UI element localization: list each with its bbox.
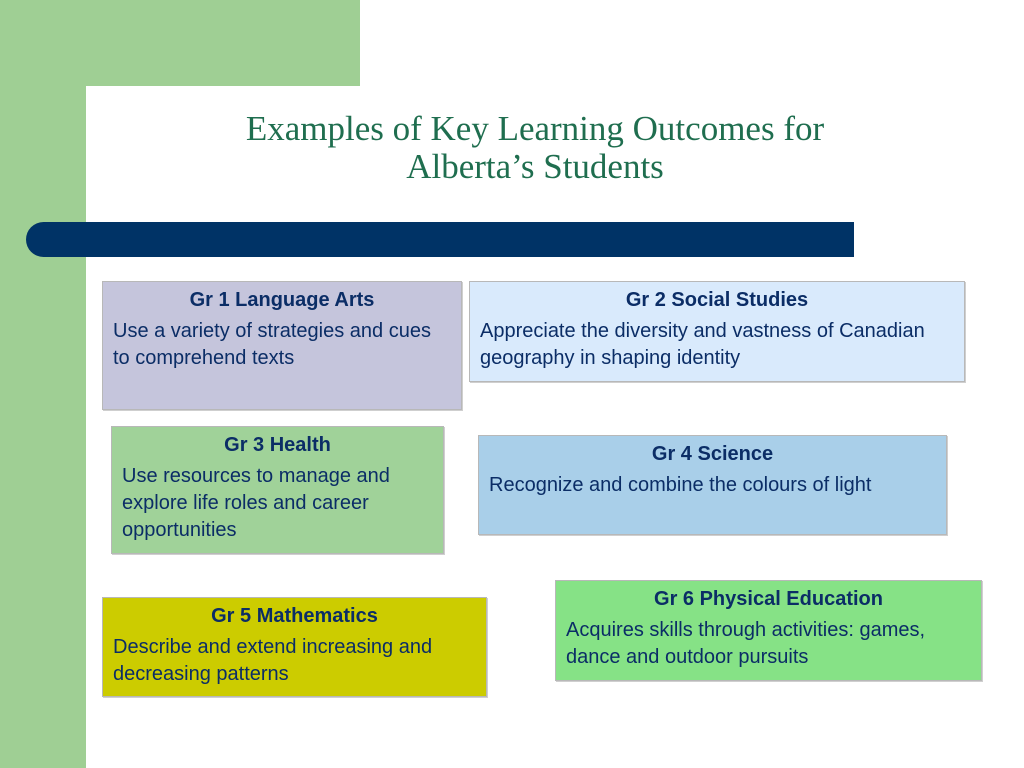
outcome-card-text: Describe and extend increasing and decreasing patterns: [113, 636, 433, 685]
outcome-card-grade-6: [555, 580, 982, 681]
outcome-card-heading: Gr 1 Language Arts: [189, 289, 375, 311]
outcome-card-grade-4: [478, 435, 947, 535]
slide-title: [150, 110, 920, 186]
outcome-card-grade-3: [111, 426, 444, 554]
outcome-card-text: Appreciate the diversity and vastness of Canadian geography in shaping identity: [480, 320, 925, 369]
outcome-card-text: Recognize and combine the colours of light: [489, 474, 872, 496]
left-green-strip: [0, 0, 86, 768]
outcome-card-grade-2: [469, 281, 965, 382]
outcome-card-text: Use resources to manage and explore life roles and career opportunities: [122, 465, 390, 541]
outcome-card-heading: Gr 3 Health: [224, 434, 331, 456]
outcome-card-grade-1: [102, 281, 462, 410]
top-green-tab: [0, 0, 360, 86]
outcome-card-text: Use a variety of strategies and cues to comprehend texts: [113, 320, 431, 369]
outcome-card-heading: Gr 4 Science: [651, 443, 774, 465]
outcome-card-heading: Gr 5 Mathematics: [211, 605, 378, 627]
outcome-card-text: Acquires skills through activities: games, dance and outdoor pursuits: [566, 619, 926, 668]
slide-title-line-2: Alberta’s Students: [406, 147, 664, 186]
outcome-card-heading: Gr 2 Social Studies: [625, 289, 809, 311]
slide-title-line-1: Examples of Key Learning Outcomes for: [245, 109, 825, 148]
title-divider-bar: [26, 222, 854, 257]
outcome-card-grade-5: [102, 597, 487, 697]
outcome-card-heading: Gr 6 Physical Education: [654, 588, 883, 610]
